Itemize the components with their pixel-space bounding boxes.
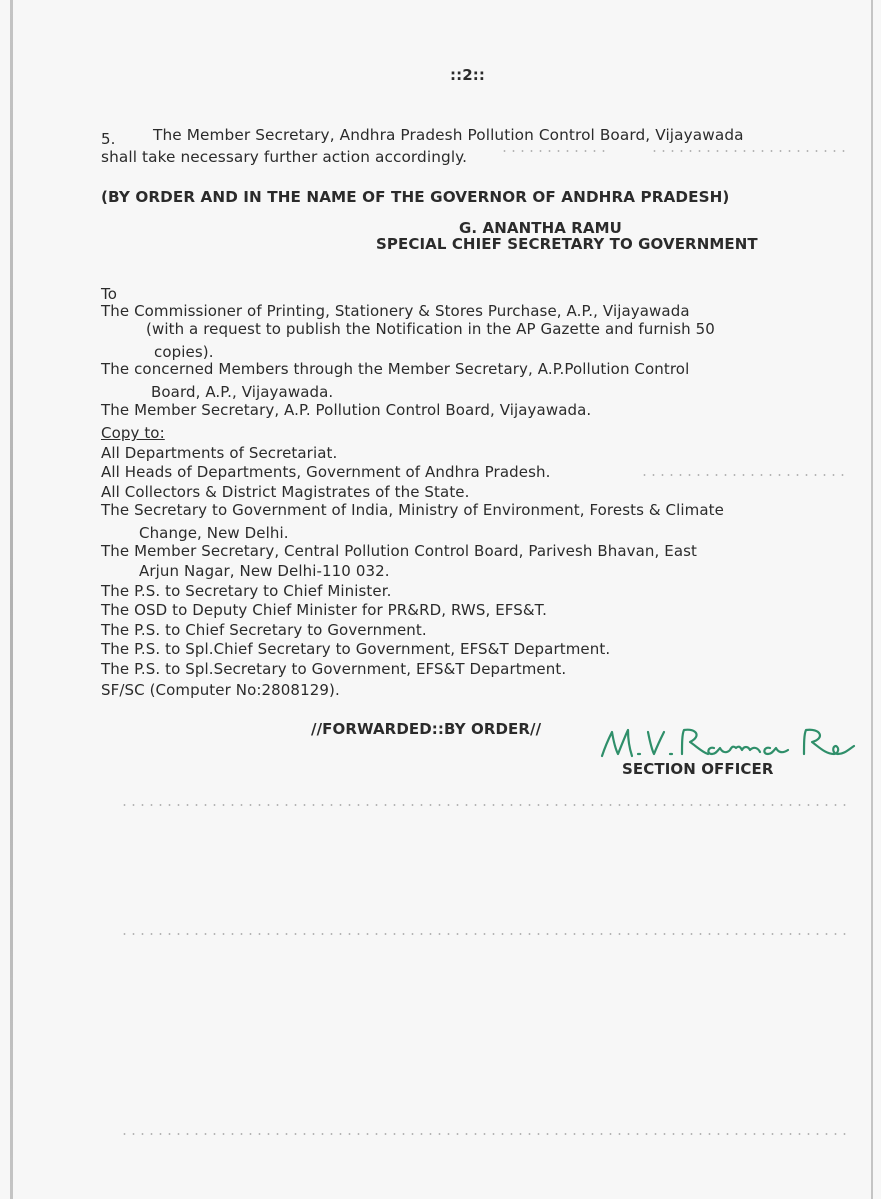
copy-to-line: The P.S. to Chief Secretary to Government. [101, 621, 427, 639]
to-line: The concerned Members through the Member Secretary, A.P.Pollution Control [101, 360, 690, 378]
to-label: To [101, 285, 117, 303]
page-left-edge [10, 0, 13, 1199]
order-line: (BY ORDER AND IN THE NAME OF THE GOVERNOR OF ANDHRA PRADESH) [101, 188, 730, 206]
page-right-edge [871, 0, 873, 1199]
to-line: Board, A.P., Vijayawada. [151, 383, 334, 401]
para5-line2: shall take necessary further action accordingly. [101, 148, 468, 166]
to-line: copies). [154, 343, 214, 361]
para5-number: 5. [101, 130, 116, 148]
signatory-name: G. ANANTHA RAMU [459, 219, 622, 237]
page-number: ::2:: [450, 66, 485, 84]
scan-artifact [120, 1133, 850, 1135]
forwarded-line: //FORWARDED::BY ORDER// [311, 720, 542, 738]
copy-to-line: SF/SC (Computer No:2808129). [101, 681, 340, 699]
copy-to-line: Arjun Nagar, New Delhi-110 032. [139, 562, 390, 580]
copy-to-line: All Collectors & District Magistrates of the State. [101, 483, 470, 501]
copy-to-line: The OSD to Deputy Chief Minister for PR&RD, RWS, EFS&T. [101, 601, 548, 619]
copy-to-line: The P.S. to Secretary to Chief Minister. [101, 582, 392, 600]
signatory-designation: SPECIAL CHIEF SECRETARY TO GOVERNMENT [376, 235, 758, 253]
to-line: The Member Secretary, A.P. Pollution Control Board, Vijayawada. [101, 401, 592, 419]
copy-to-label: Copy to: [101, 424, 165, 442]
scan-artifact [120, 804, 850, 806]
scan-artifact [500, 150, 610, 152]
copy-to-line: All Heads of Departments, Government of Andhra Pradesh. [101, 463, 551, 481]
scan-artifact [640, 474, 850, 476]
scan-artifact [650, 150, 850, 152]
para5-line1: The Member Secretary, Andhra Pradesh Pollution Control Board, Vijayawada [153, 126, 744, 144]
to-line: The Commissioner of Printing, Stationery & Stores Purchase, A.P., Vijayawada [101, 302, 690, 320]
scan-artifact [120, 933, 850, 935]
copy-to-line: The Member Secretary, Central Pollution Control Board, Parivesh Bhavan, East [101, 542, 698, 560]
copy-to-line: The Secretary to Government of India, Ministry of Environment, Forests & Climate [101, 501, 724, 519]
copy-to-line: All Departments of Secretariat. [101, 444, 338, 462]
section-officer: SECTION OFFICER [622, 760, 774, 778]
copy-to-line: The P.S. to Spl.Chief Secretary to Government, EFS&T Department. [101, 640, 611, 658]
copy-to-line: Change, New Delhi. [139, 524, 289, 542]
copy-to-line: The P.S. to Spl.Secretary to Government, EFS&T Department. [101, 660, 567, 678]
to-line: (with a request to publish the Notification in the AP Gazette and furnish 50 [146, 320, 715, 338]
